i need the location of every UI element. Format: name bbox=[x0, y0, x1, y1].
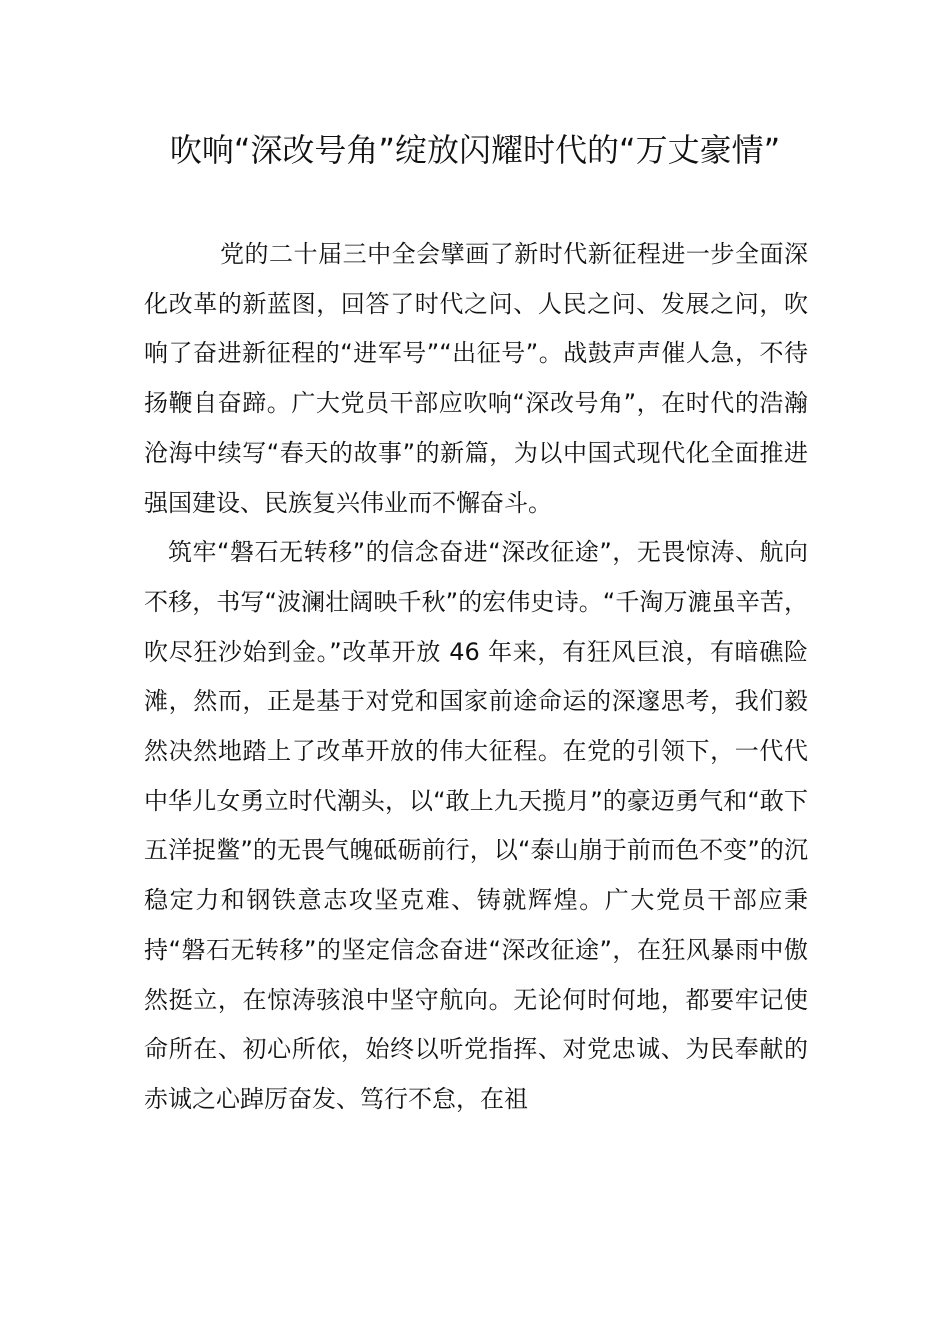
paragraph-1: 党的二十届三中全会擘画了新时代新征程进一步全面深化改革的新蓝图，回答了时代之问、人民之问、发展之问，吹响了奋进新征程的“进军号”“出征号”。战鼓声声催人急，不待扬鞭自奋蹄。广大党员干部应吹响“深改号角”，在时代的浩瀚沧海中续写“春天的故事”的新篇，为以中国式现代化全面推进强国建设、民族复兴伟业而不懈奋斗。 bbox=[144, 240, 808, 517]
paragraph-2: 筑牢“磐石无转移”的信念奋进“深改征途”，无畏惊涛、航向不移，书写“波澜壮阔映千秋”的宏伟史诗。“千淘万漉虽辛苦，吹尽狂沙始到金。”改革开放 46 年来，有狂风巨浪，有暗礁险滩，然而，正是基于对党和国家前途命运的深邃思考，我们毅然决然地踏上了改革开放的伟大征程。在党的引领下，一代代中华儿女勇立时代潮头，以“敢上九天揽月”的豪迈勇气和“敢下五洋捉鳖”的无畏气魄砥砺前行，以“泰山崩于前而色不变”的沉稳定力和钢铁意志攻坚克难、铸就辉煌。广大党员干部应秉持“磐石无转移”的坚定信念奋进“深改征途”，在狂风暴雨中傲然挺立，在惊涛骇浪中坚守航向。无论何时何地，都要牢记使命所在、初心所依，始终以听党指挥、对党忠诚、为民奉献的赤诚之心踔厉奋发、笃行不怠，在祖 bbox=[144, 538, 808, 1113]
document-body bbox=[144, 230, 808, 1125]
document-title: 吹响“深改号角”绽放闪耀时代的“万丈豪情” bbox=[169, 131, 781, 169]
